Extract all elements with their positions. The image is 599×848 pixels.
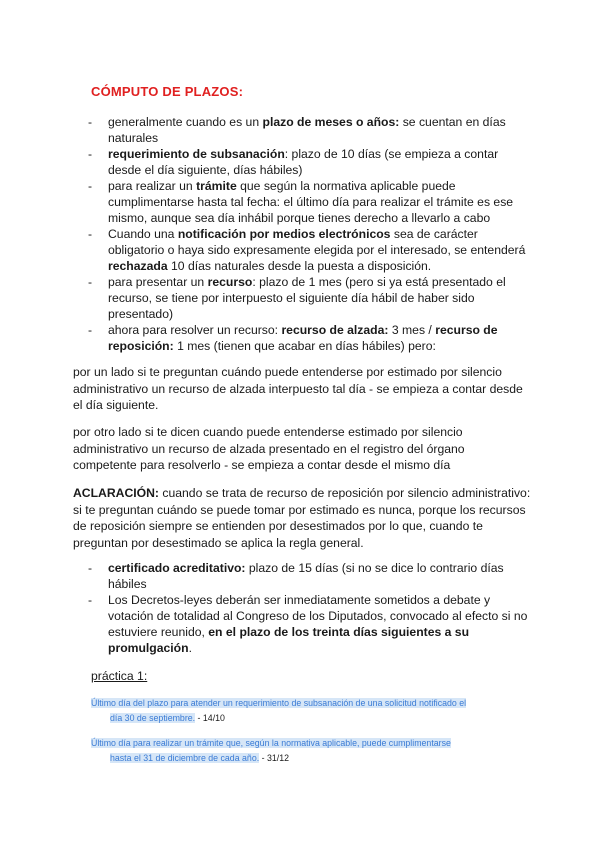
list-item: - generalmente cuando es un plazo de meses o años: se cuentan en días naturales	[88, 115, 506, 145]
list-item: - Cuando una notificación por medios electrónicos sea de carácter obligatorio o haya sido expresamente elegida por el interesado, se entenderá rechazada 10 días naturales desde la puesta a disposición.	[88, 227, 526, 273]
list-item: - certificado acreditativo: plazo de 15 días (si no se dice lo contrario días hábiles	[88, 561, 504, 591]
list-item: - para presentar un recurso: plazo de 1 mes (pero si ya está presentado el recurso, se tiene por interpuesto el siguiente día hábil de haber sido presentado)	[88, 275, 506, 321]
list-item: - para realizar un trámite que según la normativa aplicable puede cumplimentarse hasta tal fecha: el último día para realizar el trámite es ese mismo, aunque sea día inhábil porque tienes derecho a llevarlo a cabo	[88, 179, 514, 225]
example-2: Último día para realizar un trámite que, según la normativa aplicable, puede cumplimentarse hasta el 31 de diciembre de cada año. - 31/12	[91, 738, 451, 763]
bullet-list-2	[88, 560, 538, 656]
page-title: CÓMPUTO DE PLAZOS:	[91, 84, 244, 99]
practica-heading: práctica 1:	[91, 669, 148, 683]
list-item: - ahora para resolver un recurso: recurso de alzada: 3 mes / recurso de reposición: 1 mes (tienen que acabar en días hábiles) pero:	[88, 323, 498, 353]
aclaracion-label: ACLARACIÓN:	[73, 486, 159, 500]
paragraph-1: por un lado si te preguntan cuándo puede entenderse por estimado por silencio administrativo un recurso de alzada interpuesto tal día - se empieza a contar desde el día siguiente.	[73, 365, 523, 412]
list-item: - requerimiento de subsanación: plazo de 10 días (se empieza a contar desde el día siguiente, días hábiles)	[88, 147, 499, 177]
aclaracion-paragraph: ACLARACIÓN: cuando se trata de recurso de reposición por silencio administrativo: si te preguntan cuándo se puede tomar por estimado es nunca, porque los recursos de reposición siempre se entienden por desestimados por lo que, cuando te preguntan por desestimado se aplica la regla general.	[73, 486, 531, 550]
list-item: - Los Decretos-leyes deberán ser inmediatamente sometidos a debate y votación de totalidad al Congreso de los Diputados, convocado al efecto si no estuviere reunido, en el plazo de los treinta días siguientes a su promulgación.	[88, 593, 528, 655]
paragraph-2: por otro lado si te dicen cuando puede entenderse estimado por silencio administrativo un recurso de alzada presentado en el registro del órgano competente para resolverlo - se empieza a contar desde el mismo día	[73, 425, 465, 472]
example-1: Último día del plazo para atender un requerimiento de subsanación de una solicitud notificado el día 30 de septiembre. - 14/10	[91, 698, 467, 723]
bullet-list-1	[88, 114, 538, 354]
